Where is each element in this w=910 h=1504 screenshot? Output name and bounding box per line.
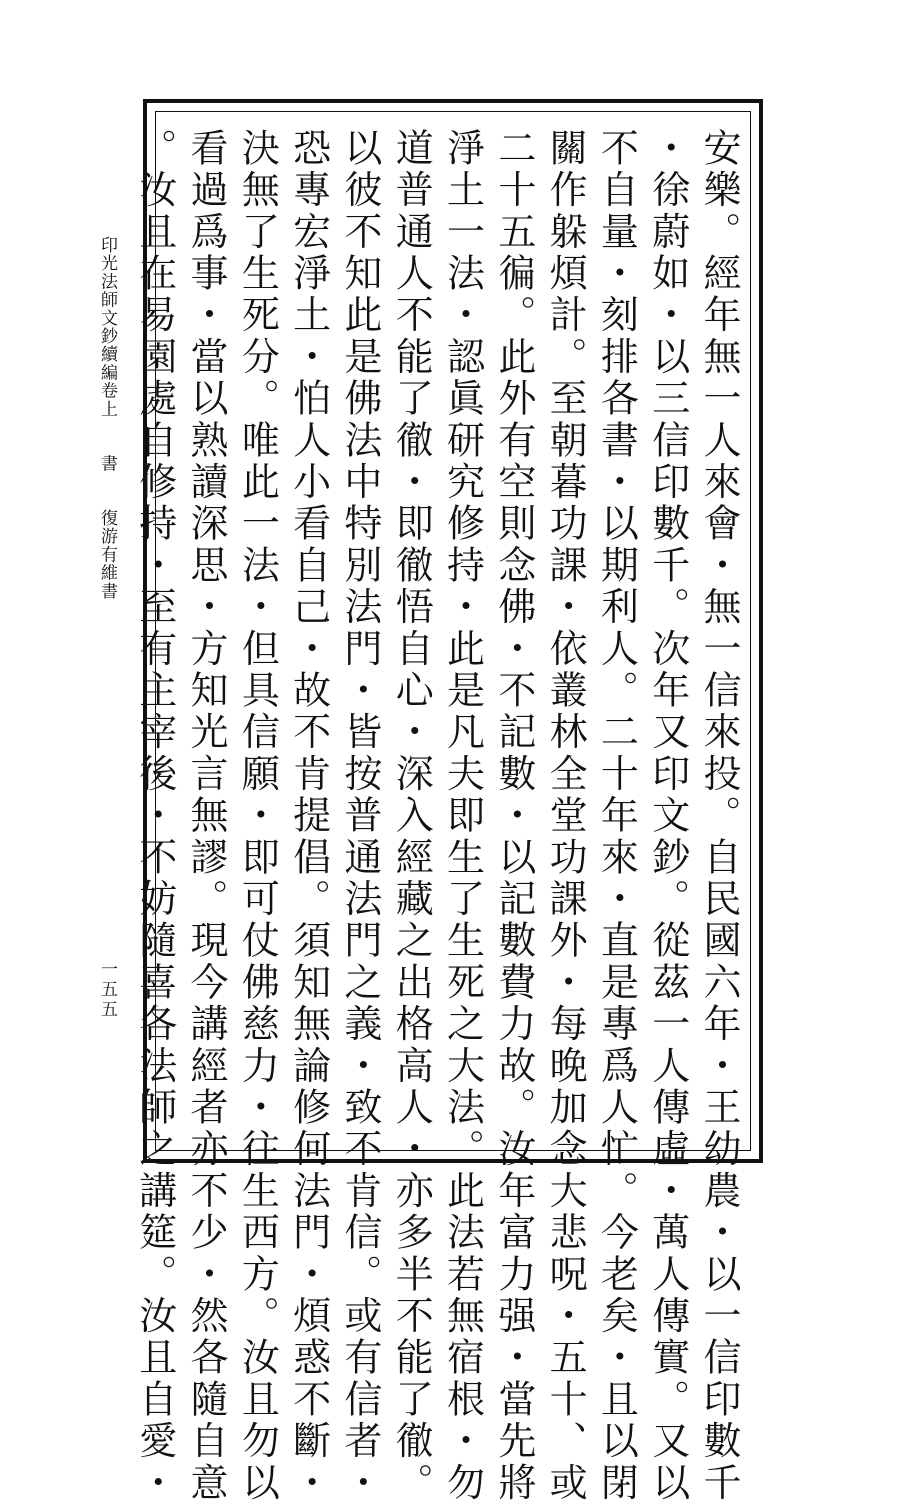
main-text — [132, 128, 744, 1504]
text-column-12: 。汝且在易園處自修持・至有主宰後・不妨隨喜各法師之講筵。汝且自愛・ — [132, 128, 177, 1504]
letter-title: 復游有維書 — [97, 509, 117, 601]
text-column-1: 安樂。經年無一人來會・無一信來投。自民國六年・王幼農・以一信印數千 — [697, 128, 741, 1504]
text-column-4: 關作躲煩計。至朝暮功課・依叢林全堂功課外・每晚加念大悲呪・五十、或 — [543, 128, 588, 1504]
text-column-7: 道普通人不能了徹・即徹悟自心・深入經藏之出格高人・亦多半不能了徹。 — [389, 128, 434, 1504]
running-header — [96, 236, 118, 600]
page-number: 一五五 — [97, 960, 117, 1020]
book-title: 印光法師文鈔續編卷上 — [97, 236, 117, 418]
section-label: 書 — [97, 454, 117, 473]
text-column-2: ・徐蔚如・以三信印數千。次年又印文鈔。從茲一人傳虛・萬人傳實。又以 — [645, 128, 690, 1504]
text-column-11: 看過爲事・當以熟讀深思・方知光言無謬。現今講經者亦不少・然各隨自意 — [184, 128, 229, 1504]
text-column-5: 二十五徧。此外有空則念佛・不記數・以記數費力故。汝年富力强・當先將 — [491, 128, 536, 1504]
text-column-3: 不自量・刻排各書・以期利人。二十年來・直是專爲人忙。今老矣・且以閉 — [594, 128, 639, 1504]
text-column-6: 淨土一法・認眞研究修持・此是凡夫即生了生死之大法。此法若無宿根・勿 — [440, 128, 485, 1504]
text-column-9: 恐專宏淨土・怕人小看自己・故不肯提倡。須知無論修何法門・煩惑不斷・ — [286, 128, 331, 1504]
text-column-10: 決無了生死分。唯此一法・但具信願・即可仗佛慈力・往生西方。汝且勿以 — [235, 128, 280, 1504]
text-column-8: 以彼不知此是佛法中特別法門・皆按普通法門之義・致不肯信。或有信者・ — [337, 128, 382, 1504]
